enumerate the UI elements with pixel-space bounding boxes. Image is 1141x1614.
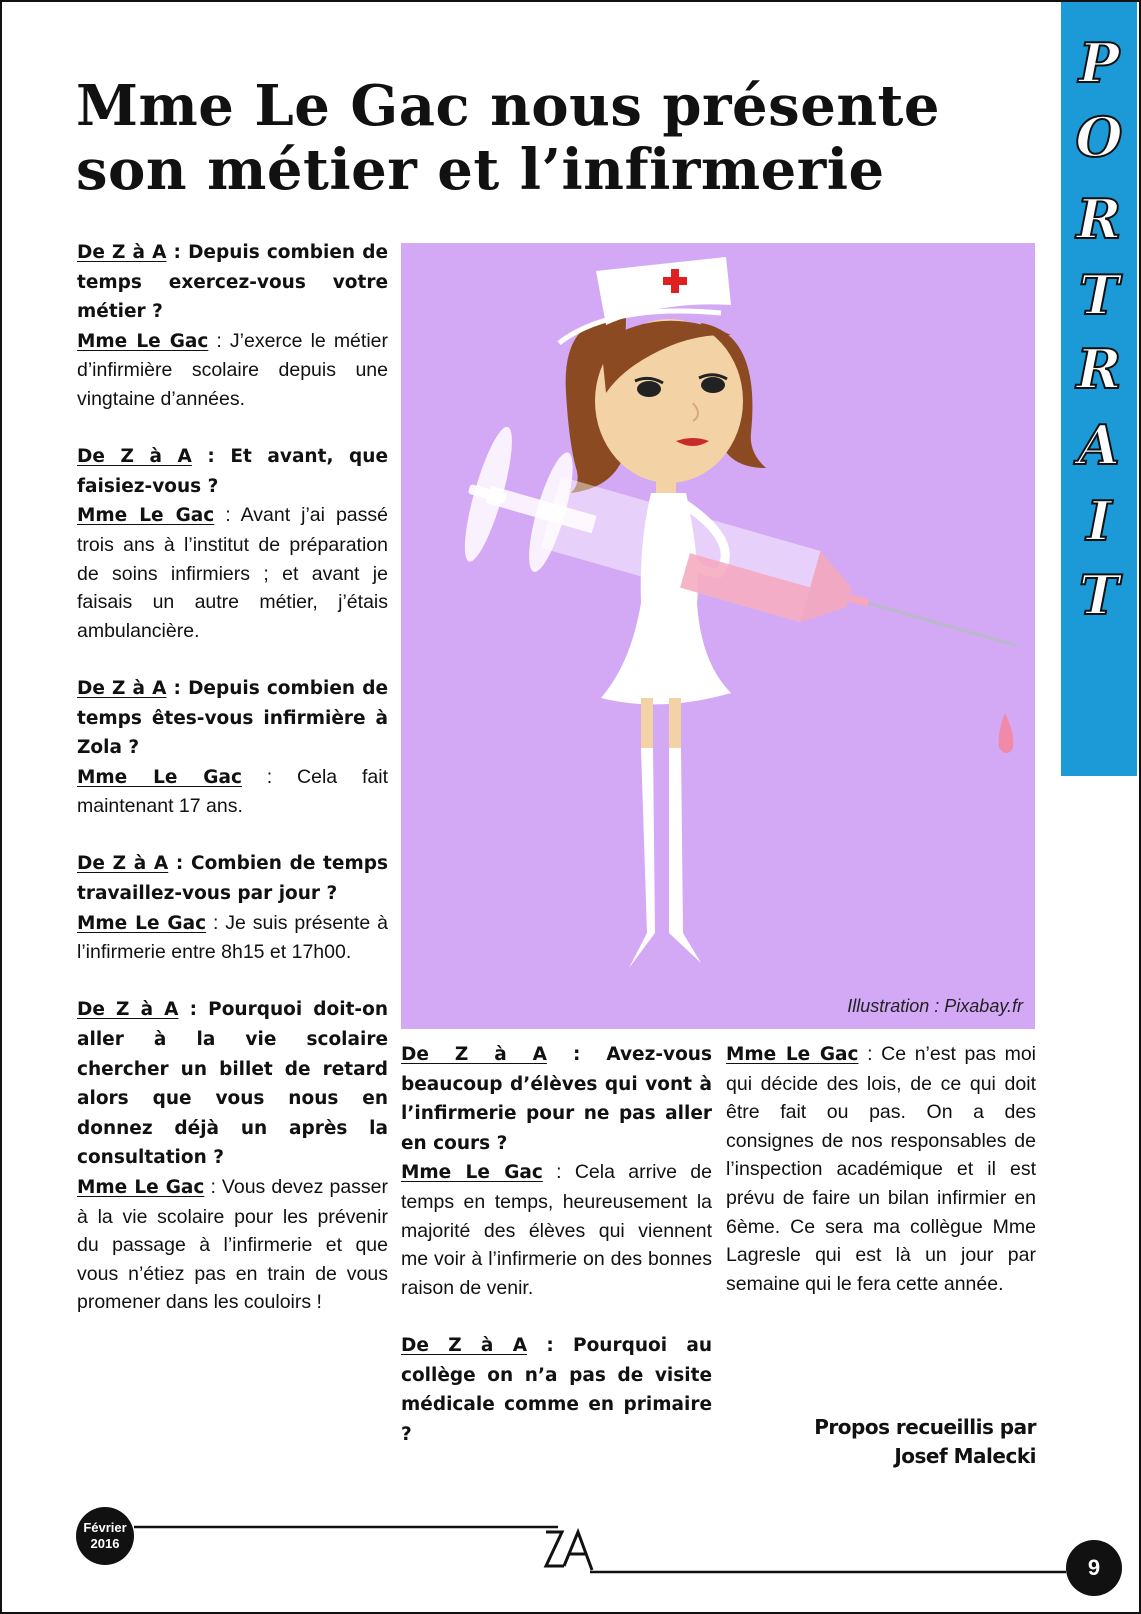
za-logo-icon xyxy=(540,1526,596,1574)
interviewer-label: De Z à A xyxy=(401,1334,528,1356)
page-number: 9 xyxy=(1066,1540,1122,1596)
interviewee-label: Mme Le Gac xyxy=(726,1044,859,1065)
interviewee-label: Mme Le Gac xyxy=(77,330,209,352)
date-month: Février xyxy=(83,1520,127,1535)
question-text: : Depuis combien de temps exercez-vous votre métier ? xyxy=(77,242,388,323)
interviewee-label: Mme Le Gac xyxy=(77,505,215,527)
answer-text: : Je suis présente à l’infirmerie entre 8h15 et 17h00. xyxy=(77,911,388,964)
interviewer-label: De Z à A xyxy=(77,677,167,699)
interviewee-label: Mme Le Gac xyxy=(77,912,207,934)
band-letter: T xyxy=(1078,263,1120,327)
band-letter: T xyxy=(1078,563,1120,627)
answer-text: : Avant j’ai passé trois ans à l’institut de préparation de soins infirmiers ; et avant je faisais un autre métier, j’étais ambulancière. xyxy=(77,504,389,642)
question-text: : Pourquoi doit-on aller à la vie scolaire chercher un billet de retard alors que vous nous en donnez déjà un après la consultation ? xyxy=(77,999,388,1169)
title-line-1: Mme Le Gac nous présente xyxy=(76,73,941,139)
question-text: : Et avant, que faisiez-vous ? xyxy=(77,446,388,497)
question-text: : Pourquoi au collège on n’a pas de visite médicale comme en primaire ? xyxy=(401,1334,712,1445)
interviewer-label: De Z à A xyxy=(77,853,169,875)
band-letter: O xyxy=(1075,105,1123,169)
interviewer-label: De Z à A xyxy=(77,242,167,263)
band-letter: I xyxy=(1086,489,1112,553)
question-text: : Avez-vous beaucoup d’élèves qui vont à l’infirmerie pour ne pas aller en cours ? xyxy=(401,1044,712,1154)
interviewee-label: Mme Le Gac xyxy=(77,766,242,788)
answer-text: : J’exerce le métier d’infirmière scolaire depuis une vingtaine d’années. xyxy=(77,329,388,410)
band-letter: P xyxy=(1078,31,1120,95)
band-letter: R xyxy=(1076,337,1122,401)
answer-text: : Cela fait maintenant 17 ans. xyxy=(77,765,388,818)
interviewer-label: De Z à A xyxy=(401,1044,547,1065)
interviewee-label: Mme Le Gac xyxy=(401,1162,543,1184)
band-letter: R xyxy=(1076,187,1122,251)
date-year: 2016 xyxy=(90,1536,120,1551)
band-letter: A xyxy=(1078,413,1120,477)
issue-date-badge xyxy=(76,1507,134,1565)
interviewer-label: De Z à A xyxy=(77,999,179,1021)
answer-text: : Cela arrive de temps en temps, heureusement la majorité des élèves qui viennent me voir à l’infirmerie on des bonnes raison de venir. xyxy=(401,1161,712,1299)
signature-line-1: Propos recueillis par xyxy=(814,1415,1036,1439)
title-line-2: son métier et l’infirmerie xyxy=(76,137,885,203)
interviewer-label: De Z à A xyxy=(77,446,192,468)
question-text: : Depuis combien de temps êtes-vous infirmière à Zola ? xyxy=(77,677,388,759)
question-text: : Combien de temps travaillez-vous par jour ? xyxy=(77,853,388,905)
answer-text: : Vous devez passer à la vie scolaire pour les prévenir du passage à l’infirmerie et que vous n’étiez pas en train de vous promener dans les couloirs ! xyxy=(77,1176,388,1314)
signature-line-2: Josef Malecki xyxy=(894,1444,1036,1468)
interviewee-label: Mme Le Gac xyxy=(77,1177,205,1198)
illustration-credit: Illustration : Pixabay.fr xyxy=(847,996,1023,1016)
answer-text: : Ce n’est pas moi qui décide des lois, de ce qui doit être fait ou pas. On a des consignes de nos responsables de l’inspection académique et il est prévu de faire un bilan infirmier en 6ème. Ce sera ma collègue Mme Lagresle qui est là un jour par semaine qui le fera cette année. xyxy=(726,1043,1036,1295)
